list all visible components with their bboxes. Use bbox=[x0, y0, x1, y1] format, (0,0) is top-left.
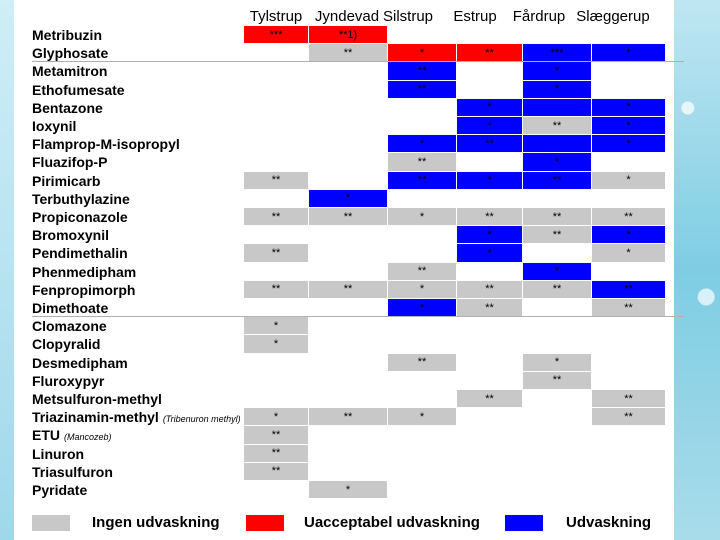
table-cell: ** bbox=[523, 372, 592, 390]
table-cell: ** bbox=[388, 263, 457, 281]
table-cell: ** bbox=[592, 390, 666, 408]
table-cell bbox=[388, 463, 457, 481]
table-cell: ** bbox=[244, 445, 309, 463]
table-cell bbox=[523, 408, 592, 426]
table-cell: * bbox=[523, 153, 592, 171]
table-cell: * bbox=[244, 408, 309, 426]
legend-swatch bbox=[32, 515, 70, 531]
table-cell bbox=[523, 426, 592, 444]
table-cell bbox=[592, 26, 666, 44]
table-cell bbox=[309, 445, 388, 463]
table-cell bbox=[388, 99, 457, 117]
pesticide-name: Pirimicarb bbox=[32, 172, 101, 189]
table-cell bbox=[457, 81, 523, 99]
table-cell bbox=[592, 426, 666, 444]
table-cell bbox=[309, 62, 388, 80]
table-cell: ** bbox=[388, 354, 457, 372]
legend-label: Ingen udvaskning bbox=[92, 514, 220, 531]
table-cell bbox=[457, 445, 523, 463]
table-cell bbox=[457, 263, 523, 281]
pesticide-name: Propiconazole bbox=[32, 209, 128, 225]
pesticide-name: Linuron bbox=[32, 445, 85, 462]
table-cell bbox=[244, 481, 309, 499]
table-cell: * bbox=[457, 99, 523, 117]
table-cell bbox=[592, 481, 666, 499]
table-cell: ** bbox=[309, 281, 388, 299]
table-cell bbox=[309, 426, 388, 444]
table-cell bbox=[244, 81, 309, 99]
row-label bbox=[32, 226, 109, 244]
table-cell bbox=[457, 481, 523, 499]
column-header: Jyndevad bbox=[314, 8, 380, 25]
pesticide-name: Glyphosate bbox=[32, 45, 109, 62]
table-cell: * bbox=[388, 408, 457, 426]
table-cell: * bbox=[388, 135, 457, 153]
table-cell bbox=[244, 190, 309, 208]
table-cell bbox=[244, 390, 309, 408]
row-label bbox=[32, 481, 87, 499]
table-cell bbox=[523, 317, 592, 335]
pesticide-name: Dimethoate bbox=[32, 300, 109, 316]
row-label bbox=[32, 172, 100, 190]
pesticide-name: Triazinamin-methyl bbox=[32, 409, 159, 426]
table-cell bbox=[388, 190, 457, 208]
table-cell bbox=[244, 299, 309, 317]
table-cell bbox=[388, 390, 457, 408]
table-cell bbox=[309, 390, 388, 408]
table-cell bbox=[523, 244, 592, 262]
row-label bbox=[32, 190, 130, 208]
table-cell: ** bbox=[244, 172, 309, 190]
table-cell bbox=[592, 153, 666, 171]
table-cell bbox=[523, 135, 592, 153]
table-cell bbox=[309, 244, 388, 262]
table-cell: ** bbox=[388, 62, 457, 80]
table-cell: * bbox=[457, 244, 523, 262]
table-cell: ** bbox=[309, 408, 388, 426]
table-cell bbox=[309, 263, 388, 281]
row-label bbox=[32, 263, 136, 281]
row-label bbox=[32, 445, 84, 463]
pesticide-name: Metsulfuron-methyl bbox=[32, 391, 162, 407]
pesticide-name: Desmedipham bbox=[32, 354, 128, 371]
table-cell bbox=[523, 463, 592, 481]
table-cell: ** bbox=[244, 281, 309, 299]
legend-label: Uacceptabel udvaskning bbox=[304, 514, 480, 531]
table-cell bbox=[457, 317, 523, 335]
table-cell: * bbox=[309, 481, 388, 499]
leaching-table bbox=[14, 0, 674, 540]
pesticide-name: Flamprop-M-isopropyl bbox=[32, 136, 180, 153]
table-cell: * bbox=[592, 244, 666, 262]
row-label bbox=[32, 117, 76, 135]
table-cell: ** bbox=[457, 44, 523, 62]
table-cell: ** bbox=[244, 208, 309, 226]
table-cell bbox=[388, 426, 457, 444]
table-cell bbox=[523, 99, 592, 117]
legend-label: Udvaskning bbox=[566, 514, 652, 531]
table-cell bbox=[457, 335, 523, 353]
table-cell: *** bbox=[523, 44, 592, 62]
table-cell bbox=[309, 153, 388, 171]
table-cell: * bbox=[388, 44, 457, 62]
table-cell: ** bbox=[523, 208, 592, 226]
table-cell bbox=[244, 135, 309, 153]
table-cell bbox=[592, 81, 666, 99]
table-cell bbox=[244, 226, 309, 244]
table-cell: ** bbox=[244, 244, 309, 262]
side-decoration bbox=[674, 0, 720, 540]
table-cell bbox=[457, 426, 523, 444]
row-label bbox=[32, 335, 100, 353]
table-cell bbox=[388, 335, 457, 353]
table-cell: * bbox=[592, 135, 666, 153]
table-cell bbox=[309, 354, 388, 372]
table-cell: * bbox=[457, 117, 523, 135]
table-cell bbox=[388, 226, 457, 244]
table-cell: ** bbox=[388, 172, 457, 190]
table-cell: * bbox=[592, 226, 666, 244]
table-cell: ** bbox=[457, 208, 523, 226]
table-cell: *** bbox=[244, 26, 309, 44]
column-header: Silstrup bbox=[382, 8, 434, 25]
table-cell bbox=[388, 445, 457, 463]
table-cell bbox=[523, 481, 592, 499]
table-cell bbox=[457, 190, 523, 208]
legend bbox=[0, 512, 676, 534]
pesticide-name: Ioxynil bbox=[32, 118, 77, 134]
pesticide-name: Clopyralid bbox=[32, 336, 101, 353]
table-cell bbox=[457, 153, 523, 171]
pesticide-name: Triasulfuron bbox=[32, 463, 113, 480]
table-cell bbox=[309, 172, 388, 190]
pesticide-name: Phenmedipham bbox=[32, 263, 137, 280]
table-cell: * bbox=[592, 99, 666, 117]
group-divider bbox=[32, 61, 684, 62]
table-cell: ** bbox=[592, 299, 666, 317]
table-cell: * bbox=[457, 226, 523, 244]
table-cell bbox=[592, 354, 666, 372]
table-cell: ** bbox=[388, 81, 457, 99]
table-cell bbox=[592, 190, 666, 208]
table-cell: **1) bbox=[309, 26, 388, 44]
pesticide-name: Terbuthylazine bbox=[32, 190, 130, 207]
table-cell: ** bbox=[457, 390, 523, 408]
table-cell bbox=[309, 135, 388, 153]
table-cell: ** bbox=[457, 281, 523, 299]
table-cell: * bbox=[523, 354, 592, 372]
table-cell bbox=[592, 463, 666, 481]
table-cell bbox=[457, 408, 523, 426]
row-label bbox=[32, 317, 107, 335]
row-label bbox=[32, 244, 128, 262]
column-header: Fårdrup bbox=[512, 8, 566, 25]
table-cell bbox=[457, 62, 523, 80]
table-cell: ** bbox=[388, 153, 457, 171]
table-cell bbox=[309, 317, 388, 335]
row-label bbox=[32, 372, 104, 390]
table-cell bbox=[592, 263, 666, 281]
row-label bbox=[32, 299, 108, 317]
table-cell: * bbox=[388, 281, 457, 299]
pesticide-note: (Tribenuron methyl) bbox=[162, 414, 241, 425]
pesticide-name: ETU bbox=[32, 427, 60, 444]
table-cell bbox=[244, 99, 309, 117]
table-cell: ** bbox=[592, 281, 666, 299]
table-cell bbox=[309, 372, 388, 390]
pesticide-name: Bentazone bbox=[32, 99, 103, 116]
table-cell: * bbox=[523, 263, 592, 281]
table-cell bbox=[457, 463, 523, 481]
table-cell bbox=[309, 226, 388, 244]
table-cell: * bbox=[388, 208, 457, 226]
legend-swatch bbox=[246, 515, 284, 531]
table-cell bbox=[592, 445, 666, 463]
table-cell bbox=[592, 335, 666, 353]
row-label bbox=[32, 99, 103, 117]
pesticide-name: Fluazifop-P bbox=[32, 154, 108, 171]
table-cell bbox=[309, 335, 388, 353]
table-cell bbox=[457, 26, 523, 44]
row-label bbox=[32, 463, 113, 481]
row-label bbox=[32, 426, 112, 446]
table-cell: ** bbox=[523, 226, 592, 244]
table-cell bbox=[592, 372, 666, 390]
table-cell bbox=[592, 62, 666, 80]
column-header: Estrup bbox=[453, 8, 497, 25]
table-cell bbox=[309, 299, 388, 317]
row-label bbox=[32, 26, 102, 44]
table-cell bbox=[523, 335, 592, 353]
table-cell bbox=[523, 190, 592, 208]
row-label bbox=[32, 281, 135, 299]
row-label bbox=[32, 44, 108, 62]
table-cell bbox=[388, 481, 457, 499]
table-cell bbox=[592, 317, 666, 335]
table-cell: ** bbox=[523, 117, 592, 135]
column-header: Tylstrup bbox=[249, 8, 303, 25]
table-cell bbox=[309, 81, 388, 99]
table-cell: * bbox=[388, 299, 457, 317]
table-cell: * bbox=[457, 172, 523, 190]
pesticide-name: Pendimethalin bbox=[32, 245, 128, 262]
table-cell: ** bbox=[457, 299, 523, 317]
table-cell: * bbox=[244, 317, 309, 335]
table-cell: * bbox=[592, 172, 666, 190]
table-cell bbox=[244, 372, 309, 390]
table-cell: ** bbox=[592, 408, 666, 426]
table-cell: ** bbox=[309, 44, 388, 62]
table-cell bbox=[388, 26, 457, 44]
pesticide-name: Ethofumesate bbox=[32, 81, 125, 98]
pesticide-name: Fenpropimorph bbox=[32, 281, 136, 298]
table-cell: * bbox=[244, 335, 309, 353]
row-label bbox=[32, 153, 107, 171]
table-cell: ** bbox=[244, 426, 309, 444]
table-cell: * bbox=[592, 44, 666, 62]
row-label bbox=[32, 62, 107, 80]
group-divider bbox=[32, 316, 684, 317]
table-cell bbox=[244, 62, 309, 80]
table-cell bbox=[244, 263, 309, 281]
table-cell: ** bbox=[457, 135, 523, 153]
table-cell: * bbox=[592, 117, 666, 135]
table-cell bbox=[309, 463, 388, 481]
row-label bbox=[32, 208, 128, 226]
table-cell bbox=[523, 26, 592, 44]
pesticide-name: Metribuzin bbox=[32, 27, 102, 43]
table-cell bbox=[523, 299, 592, 317]
table-cell bbox=[244, 44, 309, 62]
pesticide-name: Metamitron bbox=[32, 63, 108, 80]
table-cell bbox=[388, 372, 457, 390]
table-cell bbox=[457, 372, 523, 390]
table-cell bbox=[388, 317, 457, 335]
pesticide-note: (Mancozeb) bbox=[64, 432, 112, 443]
row-label bbox=[32, 135, 180, 153]
pesticide-name: Pyridate bbox=[32, 482, 88, 498]
table-cell bbox=[309, 117, 388, 135]
table-cell bbox=[309, 99, 388, 117]
table-cell bbox=[523, 445, 592, 463]
table-cell: * bbox=[523, 81, 592, 99]
left-decoration bbox=[0, 0, 14, 540]
row-label bbox=[32, 408, 241, 428]
table-cell bbox=[457, 354, 523, 372]
table-cell: ** bbox=[309, 208, 388, 226]
pesticide-name: Bromoxynil bbox=[32, 227, 110, 244]
table-cell bbox=[244, 354, 309, 372]
table-cell: * bbox=[309, 190, 388, 208]
table-cell bbox=[388, 244, 457, 262]
row-label bbox=[32, 81, 125, 99]
row-label bbox=[32, 390, 162, 408]
table-cell bbox=[523, 390, 592, 408]
row-label bbox=[32, 354, 128, 372]
table-cell: ** bbox=[592, 208, 666, 226]
table-cell bbox=[388, 117, 457, 135]
table-cell: ** bbox=[244, 463, 309, 481]
table-cell: ** bbox=[523, 281, 592, 299]
table-cell bbox=[244, 117, 309, 135]
table-cell: ** bbox=[523, 172, 592, 190]
table-cell: * bbox=[523, 62, 592, 80]
legend-swatch bbox=[505, 515, 543, 531]
pesticide-name: Fluroxypyr bbox=[32, 372, 105, 389]
column-header: Slæggerup bbox=[576, 8, 650, 25]
pesticide-name: Clomazone bbox=[32, 318, 107, 335]
table-cell bbox=[244, 153, 309, 171]
